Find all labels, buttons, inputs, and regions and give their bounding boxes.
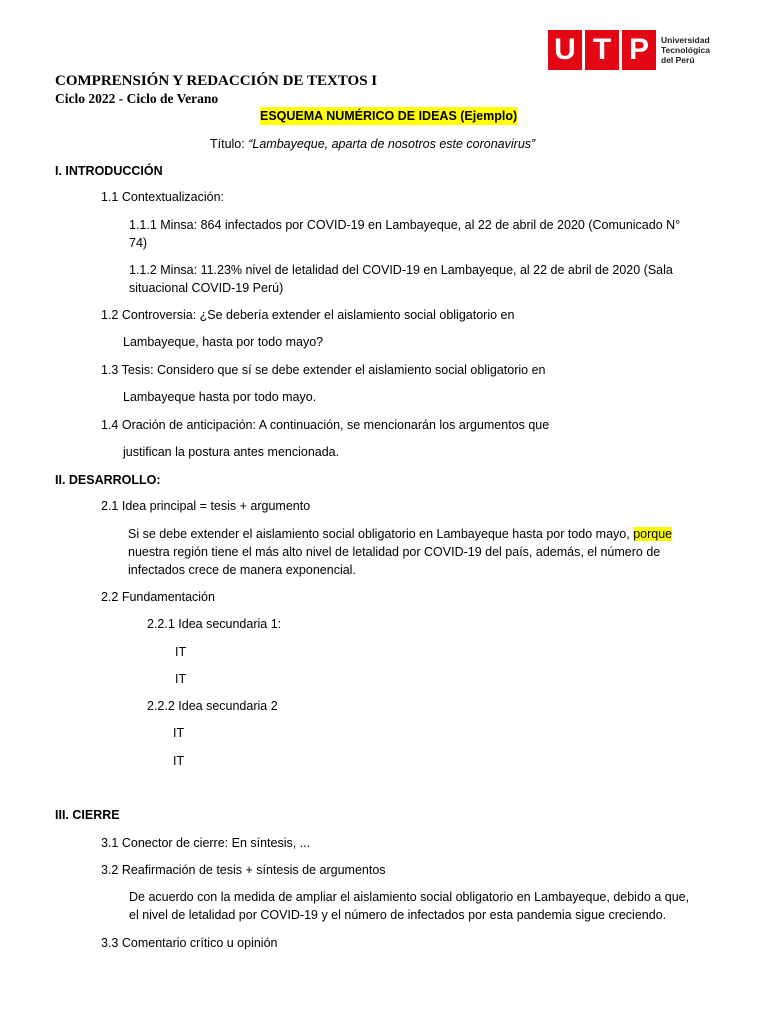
item-3-3: 3.3 Comentario crítico u opinión [101, 936, 278, 950]
item-1-1-1-line2: 74) [129, 236, 148, 250]
section-development-heading: II. DESARROLLO: [55, 473, 161, 487]
item-it-2: IT [175, 672, 187, 686]
item-it-1: IT [175, 645, 187, 659]
item-1-4-line1: 1.4 Oración de anticipación: A continuación, se mencionarán los argumentos que [101, 418, 550, 432]
item-1-3-line2: Lambayeque hasta por todo mayo. [123, 390, 317, 404]
course-title: COMPRENSIÓN Y REDACCIÓN DE TEXTOS I [55, 73, 378, 89]
item-2-2-2: 2.2.2 Idea secundaria 2 [147, 699, 278, 713]
item-1-2-line2: Lambayeque, hasta por todo mayo? [123, 335, 324, 349]
logo-mark [548, 30, 656, 70]
item-1-1: 1.1 Contextualización: [101, 190, 224, 204]
item-1-1-1-line1: 1.1.1 Minsa: 864 infectados por COVID-19 en Lambayeque, al 22 de abril de 2020 (Comunicado N° [129, 218, 681, 232]
closing-paragraph-line2: el nivel de letalidad por COVID-19 y el número de infectados por esta pandemia sigue creciendo. [129, 908, 667, 922]
logo-letter-u: U [554, 33, 576, 66]
logo-text: Universidad Tecnológica del Perú [661, 35, 710, 65]
main-idea-line1: Si se debe extender el aislamiento social obligatorio en Lambayeque hasta por todo mayo, porque [128, 527, 673, 541]
item-1-3-line1: 1.3 Tesis: Considero que sí se debe extender el aislamiento social obligatorio en [101, 363, 546, 377]
section-intro-heading: I. INTRODUCCIÓN [55, 164, 163, 178]
document-title: Título: “Lambayeque, aparta de nosotros este coronavirus” [210, 137, 536, 151]
item-2-2: 2.2 Fundamentación [101, 590, 215, 604]
item-2-1: 2.1 Idea principal = tesis + argumento [101, 499, 311, 513]
utp-logo [548, 30, 710, 70]
item-1-2-line1: 1.2 Controversia: ¿Se debería extender el aislamiento social obligatorio en [101, 308, 515, 322]
item-it-4: IT [173, 754, 185, 768]
item-1-1-2-line1: 1.1.2 Minsa: 11.23% nivel de letalidad del COVID-19 en Lambayeque, al 22 de abril de 2020 (Sala [129, 263, 673, 277]
section-closing-heading: III. CIERRE [55, 808, 120, 822]
document-heading: ESQUEMA NUMÉRICO DE IDEAS (Ejemplo) [260, 109, 518, 123]
course-cycle: Ciclo 2022 - Ciclo de Verano [55, 91, 219, 106]
item-1-1-2-line2: situacional COVID-19 Perú) [129, 281, 284, 295]
main-idea-line2: nuestra región tiene el más alto nivel de letalidad por COVID-19 del país, además, el número de [128, 545, 661, 559]
item-3-2: 3.2 Reafirmación de tesis + síntesis de argumentos [101, 863, 386, 877]
item-2-2-1: 2.2.1 Idea secundaria 1: [147, 617, 282, 631]
closing-paragraph-line1: De acuerdo con la medida de ampliar el aislamiento social obligatorio en Lambayeque, debido a que, [129, 890, 690, 904]
main-idea-line3: infectados crece de manera exponencial. [128, 563, 356, 577]
logo-letter-t: T [592, 33, 612, 66]
item-it-3: IT [173, 726, 185, 740]
logo-letter-p: P [628, 33, 649, 66]
item-3-1: 3.1 Conector de cierre: En síntesis, ... [101, 836, 311, 850]
highlight-porque: porque [633, 527, 673, 541]
item-1-4-line2: justifican la postura antes mencionada. [123, 445, 340, 459]
